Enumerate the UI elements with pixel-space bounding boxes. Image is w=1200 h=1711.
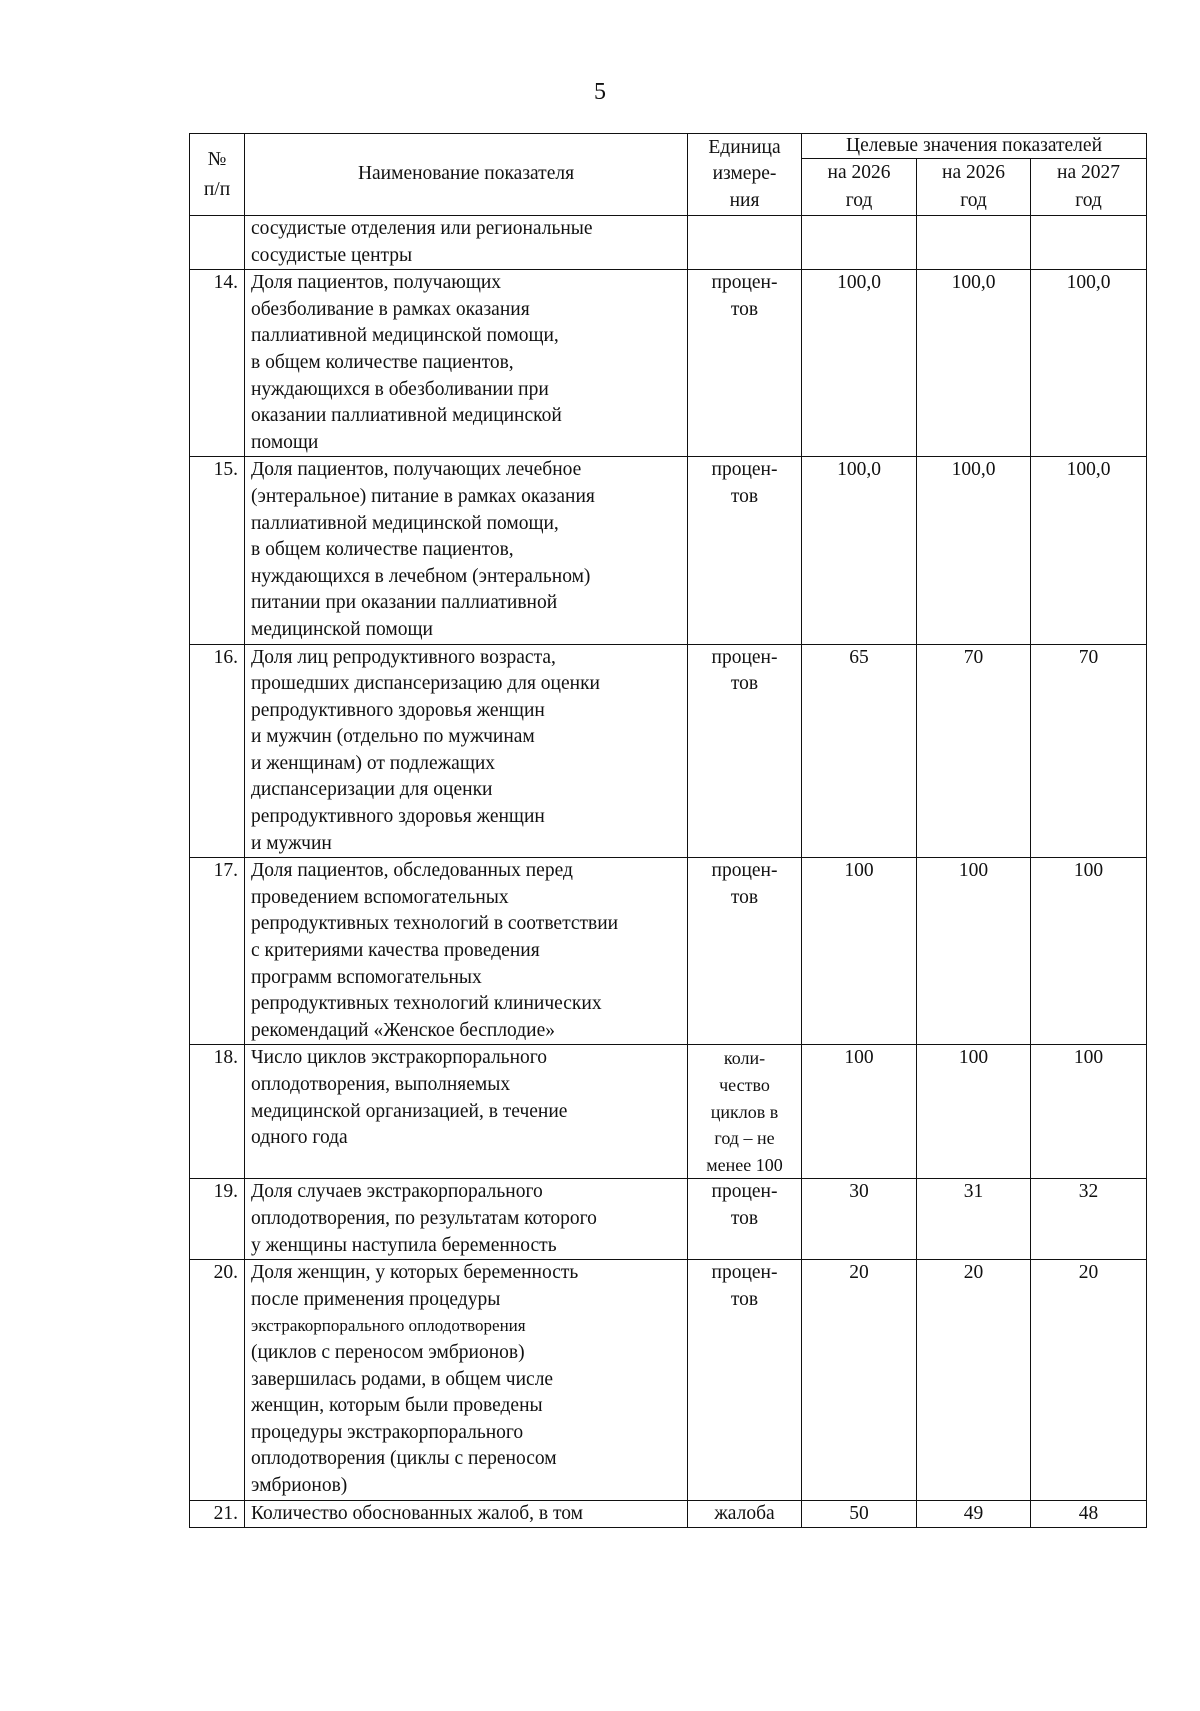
indicator-name	[245, 270, 688, 457]
target-value-2: 20	[917, 1260, 1031, 1500]
indicator-name-line: проведением вспомогательных	[251, 886, 509, 908]
indicator-name-line: программ вспомогательных	[251, 966, 482, 988]
unit-line: жалоба	[714, 1502, 775, 1524]
unit-line: процен-	[711, 1181, 778, 1203]
header-unit-line: Единица	[708, 136, 781, 158]
target-value-2: 49	[917, 1500, 1031, 1528]
target-value-3: 70	[1031, 644, 1147, 858]
header-unit-line: ния	[729, 189, 760, 211]
indicator-name-line: (циклов с переносом эмбрионов)	[251, 1341, 525, 1363]
indicator-name-line: женщин, которым были проведены	[251, 1395, 543, 1417]
table-row	[190, 270, 1147, 457]
target-value-3: 100	[1031, 858, 1147, 1045]
target-value-3: 100,0	[1031, 457, 1147, 644]
indicator-name-line: Доля пациентов, получающих	[251, 272, 502, 294]
header-year-3	[1031, 159, 1147, 216]
indicator-name-line: (энтеральное) питание в рамках оказания	[251, 485, 595, 507]
header-number-line: п/п	[203, 178, 231, 200]
row-number: 16.	[190, 644, 245, 858]
target-value-1: 30	[802, 1179, 917, 1260]
row-number: 20.	[190, 1260, 245, 1500]
indicator-name-line: Доля лиц репродуктивного возраста,	[251, 646, 556, 668]
indicator-name-line: прошедших диспансеризацию для оценки	[251, 673, 600, 695]
indicator-name-line: в общем количестве пациентов,	[251, 351, 514, 373]
table-row	[190, 644, 1147, 858]
indicator-name-line: завершилась родами, в общем числе	[251, 1368, 554, 1390]
unit-line: тов	[730, 673, 759, 695]
target-value-3	[1031, 216, 1147, 270]
indicator-name-line: нуждающихся в обезболивании при	[251, 378, 549, 400]
header-year-line: год	[845, 190, 873, 211]
header-indicator-name: Наименование показателя	[245, 134, 688, 216]
unit-line: процен-	[711, 860, 778, 882]
unit-line: процен-	[711, 459, 778, 481]
unit-line: тов	[730, 298, 759, 320]
indicator-name-line: процедуры экстракорпорального	[251, 1421, 524, 1443]
indicator-name-line: и мужчин	[251, 832, 332, 854]
table-row	[190, 1045, 1147, 1179]
unit-line: менее 100	[706, 1154, 783, 1175]
table-row	[190, 457, 1147, 644]
unit-line: тов	[730, 485, 759, 507]
unit-of-measure	[688, 1179, 802, 1260]
indicator-name-line: репродуктивного здоровья женщин	[251, 806, 545, 828]
unit-line: процен-	[711, 646, 778, 668]
row-number	[190, 216, 245, 270]
header-unit-line: измере-	[712, 163, 777, 185]
row-number: 19.	[190, 1179, 245, 1260]
row-number: 21.	[190, 1500, 245, 1528]
indicator-name-line: Доля пациентов, получающих лечебное	[251, 459, 582, 481]
indicator-name-line: Доля пациентов, обследованных перед	[251, 860, 573, 882]
unit-line: год – не	[714, 1128, 775, 1149]
indicator-name-line: диспансеризации для оценки	[251, 779, 493, 801]
unit-of-measure	[688, 644, 802, 858]
indicator-name-line: и мужчин (отдельно по мужчинам	[251, 726, 535, 748]
indicator-name-line: сосудистые отделения или региональные	[251, 218, 593, 239]
indicator-name-line: сосудистые центры	[251, 244, 413, 266]
header-year-line: год	[1075, 190, 1102, 211]
indicator-name-line: репродуктивного здоровья женщин	[251, 699, 545, 721]
indicator-name-line: репродуктивных технологий клинических	[251, 993, 602, 1015]
unit-line: тов	[730, 1207, 759, 1229]
indicator-name-line: нуждающихся в лечебном (энтеральном)	[251, 565, 591, 587]
target-value-1: 100,0	[802, 270, 917, 457]
indicator-name-line: оплодотворения, по результатам которого	[251, 1207, 597, 1229]
header-year-1	[802, 159, 917, 216]
unit-line: тов	[730, 886, 759, 908]
indicator-name-line: медицинской организацией, в течение	[251, 1100, 568, 1122]
indicator-name-line: питании при оказании паллиативной	[251, 592, 558, 614]
unit-of-measure	[688, 858, 802, 1045]
indicator-name-line: и женщинам) от подлежащих	[251, 752, 496, 774]
target-value-1: 50	[802, 1500, 917, 1528]
indicator-name-line: паллиативной медицинской помощи,	[251, 512, 559, 534]
table-row	[190, 858, 1147, 1045]
target-value-2: 70	[917, 644, 1031, 858]
target-value-3: 100,0	[1031, 270, 1147, 457]
indicator-name	[245, 457, 688, 644]
indicator-name-line: Количество обоснованных жалоб, в том	[251, 1502, 583, 1524]
target-value-1: 20	[802, 1260, 917, 1500]
target-value-2: 100,0	[917, 457, 1031, 644]
target-value-1: 100	[802, 858, 917, 1045]
row-number: 18.	[190, 1045, 245, 1179]
target-value-2: 100	[917, 1045, 1031, 1179]
indicator-name-line: оказании паллиативной медицинской	[251, 405, 562, 427]
target-value-3: 48	[1031, 1500, 1147, 1528]
indicators-table	[189, 133, 1147, 1528]
unit-line: циклов в	[710, 1101, 779, 1122]
indicator-name-line: оплодотворения (циклы с переносом	[251, 1448, 557, 1470]
header-year-line: на 2027	[1057, 162, 1120, 183]
target-value-2	[917, 216, 1031, 270]
table-header	[190, 134, 1147, 216]
header-year-line: на 2026	[942, 162, 1005, 183]
indicator-name-line: одного года	[251, 1127, 348, 1149]
indicator-name	[245, 216, 688, 270]
target-value-2: 100	[917, 858, 1031, 1045]
unit-line: процен-	[711, 272, 778, 294]
target-value-3: 20	[1031, 1260, 1147, 1500]
header-year-line: год	[960, 190, 987, 211]
indicator-name-line: репродуктивных технологий в соответствии	[251, 913, 619, 935]
table-row	[190, 1260, 1147, 1500]
table-row	[190, 1179, 1147, 1260]
target-value-1: 65	[802, 644, 917, 858]
indicator-name-line: в общем количестве пациентов,	[251, 539, 514, 561]
indicator-name-line: после применения процедуры	[251, 1288, 501, 1310]
indicator-name-line: обезболивание в рамках оказания	[251, 298, 530, 320]
row-number: 17.	[190, 858, 245, 1045]
unit-of-measure	[688, 270, 802, 457]
unit-of-measure	[688, 1045, 802, 1179]
unit-line: тов	[730, 1288, 759, 1310]
target-value-1: 100,0	[802, 457, 917, 644]
target-value-3: 32	[1031, 1179, 1147, 1260]
indicator-name	[245, 1045, 688, 1179]
target-value-2: 100,0	[917, 270, 1031, 457]
unit-line: коли-	[723, 1048, 766, 1069]
target-value-1	[802, 216, 917, 270]
indicator-name-line: Число циклов экстракорпорального	[251, 1047, 548, 1069]
indicator-name-line: Доля женщин, у которых беременность	[251, 1262, 579, 1284]
indicator-name-line: оплодотворения, выполняемых	[251, 1074, 511, 1095]
indicator-name-line: рекомендаций «Женское бесплодие»	[251, 1019, 556, 1041]
unit-line: чество	[719, 1075, 770, 1095]
header-year-line: на 2026	[827, 162, 891, 183]
table-row	[190, 216, 1147, 270]
row-number: 15.	[190, 457, 245, 644]
indicator-name-line: у женщины наступила беременность	[251, 1234, 557, 1256]
indicator-name	[245, 1500, 688, 1528]
header-target-values: Целевые значения показателей	[802, 134, 1147, 159]
header-number-line: №	[207, 148, 227, 170]
page-number: 5	[594, 79, 606, 105]
unit-of-measure	[688, 1260, 802, 1500]
header-year-2	[917, 159, 1031, 216]
table-row	[190, 1500, 1147, 1528]
indicator-name-line: паллиативной медицинской помощи,	[251, 325, 559, 347]
indicator-name-line: медицинской помощи	[251, 618, 433, 640]
header-number	[190, 134, 245, 216]
unit-of-measure	[688, 216, 802, 270]
indicator-name-line: помощи	[251, 431, 319, 453]
indicator-name-line: Доля случаев экстракорпорального	[251, 1181, 543, 1203]
indicator-name	[245, 1260, 688, 1500]
target-value-1: 100	[802, 1045, 917, 1179]
indicator-name-line: экстракорпорального оплодотворения	[251, 1316, 526, 1336]
row-number: 14.	[190, 270, 245, 457]
indicator-name	[245, 858, 688, 1045]
unit-of-measure	[688, 1500, 802, 1528]
indicator-name	[245, 644, 688, 858]
indicator-name-line: с критериями качества проведения	[251, 940, 540, 962]
target-value-3: 100	[1031, 1045, 1147, 1179]
indicator-name-line: эмбрионов)	[251, 1474, 348, 1496]
unit-line: процен-	[711, 1262, 778, 1284]
indicator-name	[245, 1179, 688, 1260]
table-body	[190, 216, 1147, 1528]
header-unit	[688, 134, 802, 216]
target-value-2: 31	[917, 1179, 1031, 1260]
unit-of-measure	[688, 457, 802, 644]
